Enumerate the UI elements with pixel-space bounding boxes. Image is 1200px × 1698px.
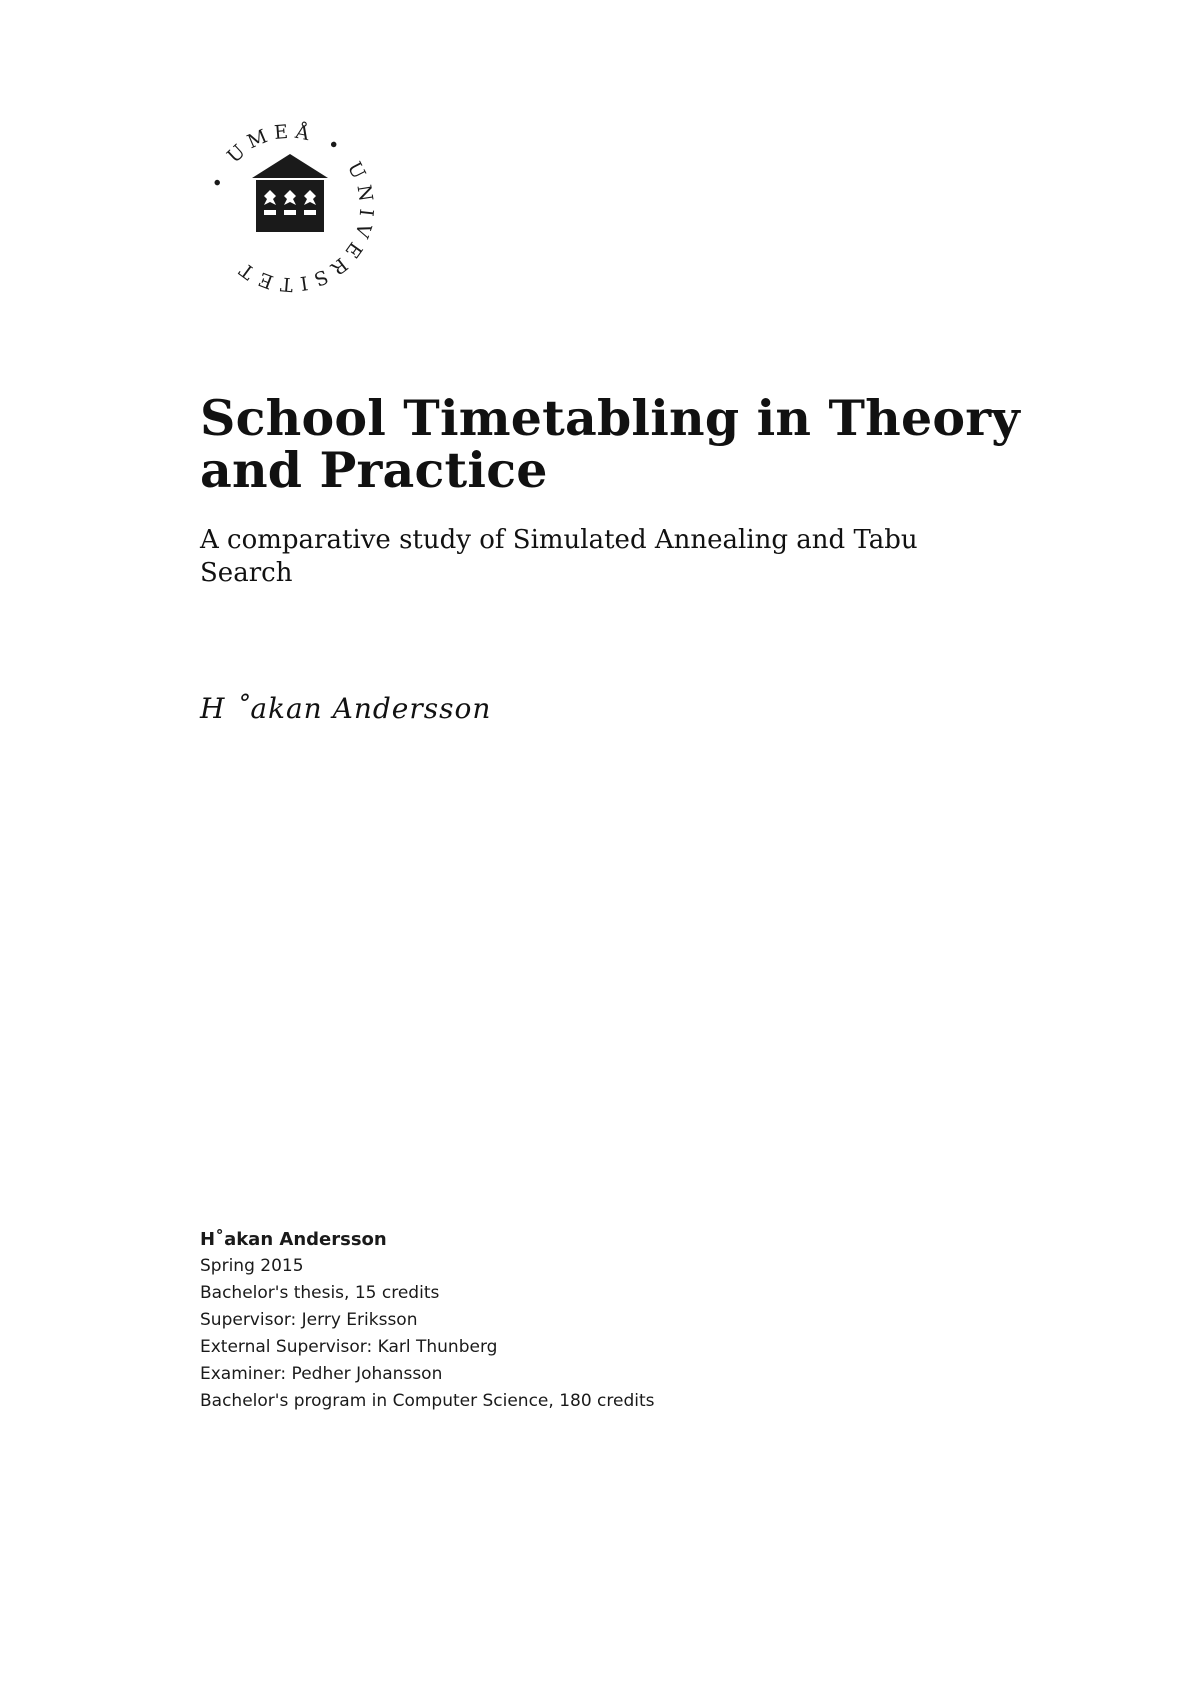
- university-seal-logo: [200, 118, 380, 298]
- thesis-info-block: [200, 1226, 655, 1415]
- info-supervisor: Supervisor: Jerry Eriksson: [200, 1310, 418, 1330]
- info-external-supervisor: External Supervisor: Karl Thunberg: [200, 1337, 498, 1357]
- info-examiner: Examiner: Pedher Johansson: [200, 1364, 443, 1384]
- info-thesis-credits: Bachelor's thesis, 15 credits: [200, 1283, 440, 1303]
- svg-text:• UMEÅ • UNIVERSITET: • UMEÅ • UNIVERSITET: [205, 120, 378, 296]
- info-program: Bachelor's program in Computer Science, 180 credits: [200, 1391, 655, 1411]
- thesis-subtitle: A comparative study of Simulated Annealing and Tabu Search: [200, 525, 918, 588]
- info-term: Spring 2015: [200, 1256, 304, 1276]
- info-author-name: H˚akan Andersson: [200, 1229, 387, 1250]
- seal-building-icon: [252, 154, 328, 232]
- thesis-title: School Timetabling in Theory and Practice: [200, 389, 1020, 499]
- author-name: H ˚akan Andersson: [200, 692, 492, 725]
